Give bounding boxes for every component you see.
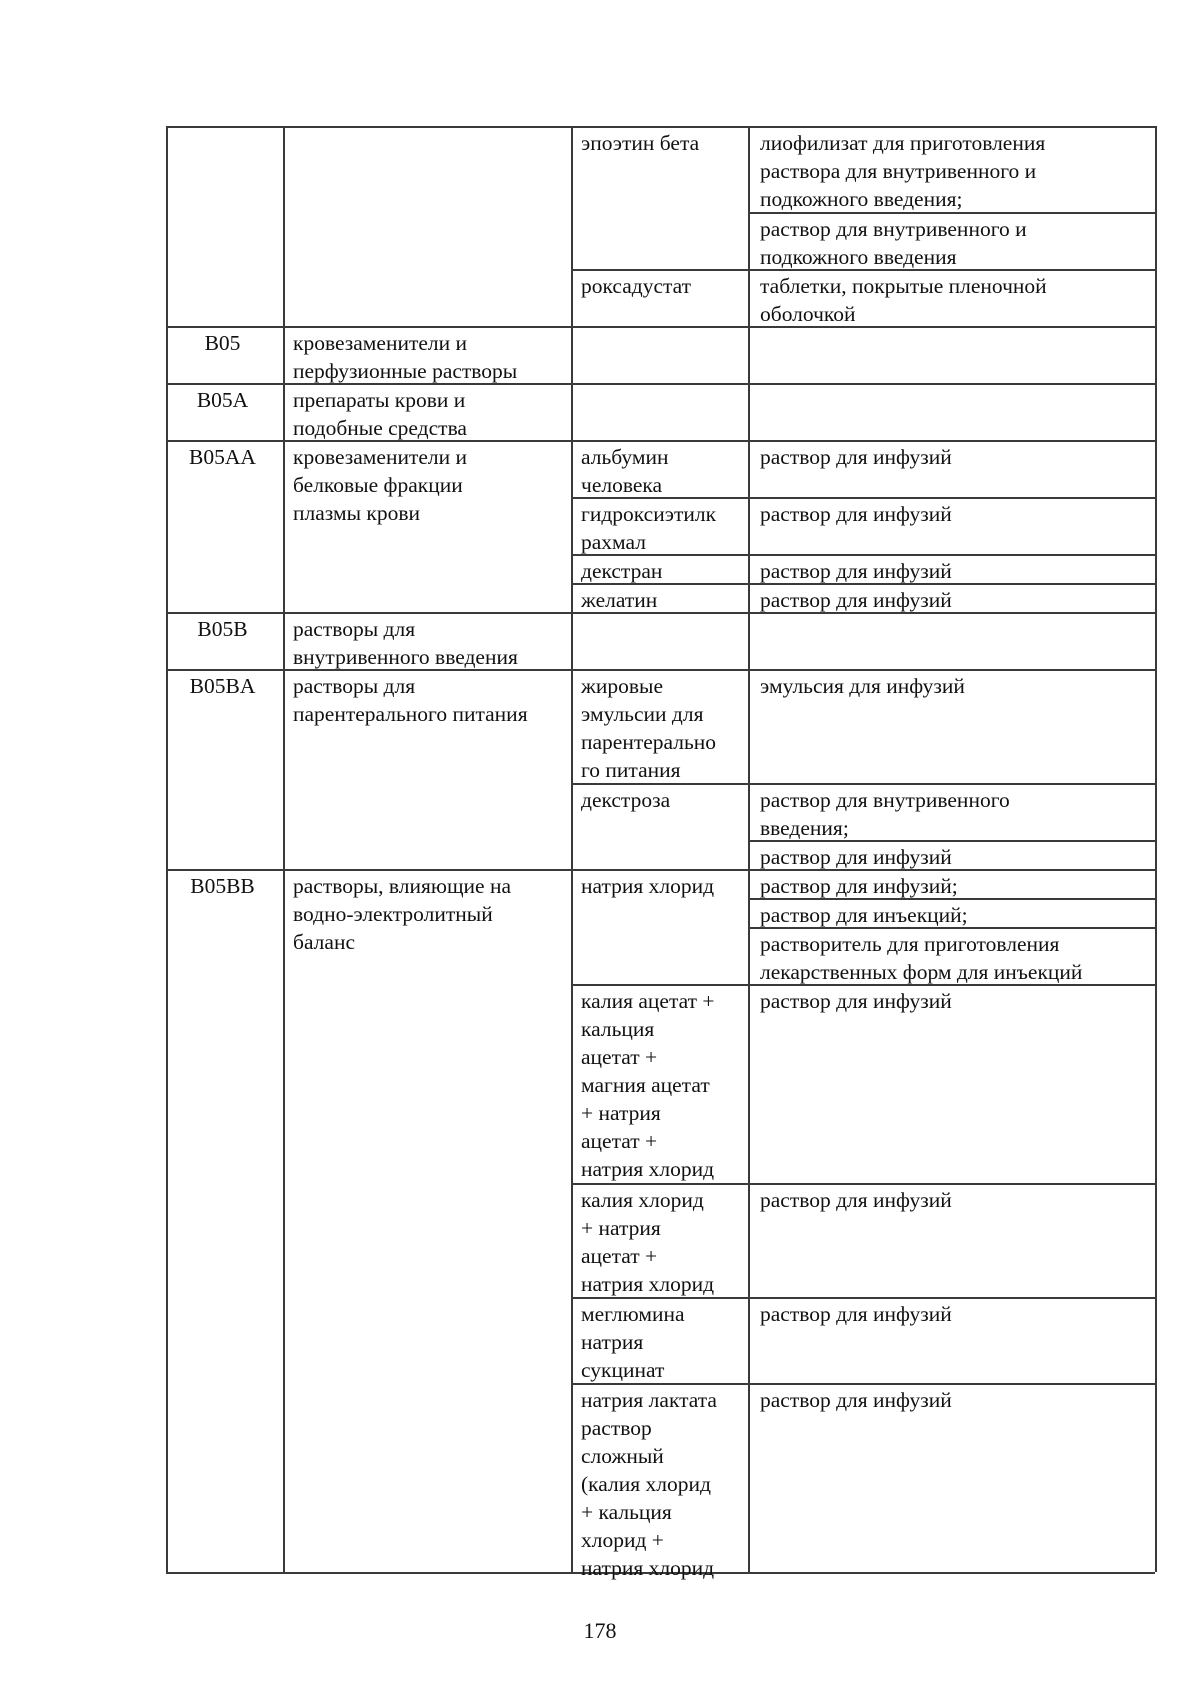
cell-name-b05ba: растворы для парентерального питания <box>293 674 528 726</box>
cell-form-epoetin-2: раствор для внутривенного и подкожного введения <box>760 217 1027 269</box>
cell-form-lactate: раствор для инфузий <box>760 1388 952 1412</box>
cell-name-b05a: препараты крови и подобные средства <box>293 388 467 440</box>
column-rule-3 <box>748 126 750 1572</box>
cell-inn-albumin: альбумин человека <box>581 445 669 497</box>
cell-name-b05aa: кровезаменители и белковые фракции плазмы крови <box>293 445 468 525</box>
cell-form-nacl-2: раствор для инъекций; <box>760 903 968 927</box>
cell-form-dextrose-1: раствор для внутривенного введения; <box>760 788 1010 840</box>
cell-form-fat-emulsions: эмульсия для инфузий <box>760 674 965 698</box>
column-rule-1 <box>283 126 285 1572</box>
cell-inn-lactate: натрия лактата раствор сложный (калия хлорид + кальция хлорид + натрия хлорид <box>581 1388 717 1580</box>
cell-inn-fat-emulsions: жировые эмульсии для парентерально го питания <box>581 674 717 782</box>
cell-name-b05bb: растворы, влияющие на водно-электролитный баланс <box>293 874 512 954</box>
cell-form-nacl-3: растворитель для приготовления лекарственных форм для инъекций <box>760 932 1083 984</box>
cell-form-nacl-1: раствор для инфузий; <box>760 874 958 898</box>
cell-form-dextrose-2: раствор для инфузий <box>760 845 952 869</box>
column-rule-4 <box>1155 126 1157 1572</box>
cell-inn-kcl-combo: калия хлорид + натрия ацетат + натрия хлорид <box>581 1188 715 1296</box>
cell-form-epoetin-1: лиофилизат для приготовления раствора для внутривенного и подкожного введения; <box>760 131 1046 211</box>
cell-form-meglumine: раствор для инфузий <box>760 1302 952 1326</box>
cell-form-roxadustat: таблетки, покрытые пленочной оболочкой <box>760 274 1047 326</box>
cell-name-b05b: растворы для внутривенного введения <box>293 617 518 669</box>
cell-form-k-acetate-combo: раствор для инфузий <box>760 989 952 1013</box>
cell-code-b05aa: B05AA <box>189 445 256 469</box>
cell-form-dextran: раствор для инфузий <box>760 559 952 583</box>
cell-code-b05b: B05B <box>197 617 248 641</box>
table-top-rule <box>166 126 1155 128</box>
cell-form-albumin: раствор для инфузий <box>760 445 952 469</box>
cell-code-b05: B05 <box>204 331 241 355</box>
cell-inn-meglumine: меглюмина натрия сукцинат <box>581 1302 685 1382</box>
cell-code-b05a: B05A <box>196 388 249 412</box>
cell-inn-nacl: натрия хлорид <box>581 874 715 898</box>
row-rule-16 <box>571 1183 1155 1185</box>
cell-inn-gelatin: желатин <box>581 588 658 612</box>
cell-inn-roxadustat: роксадустат <box>581 274 692 298</box>
cell-code-b05bb: B05BB <box>190 874 255 898</box>
page-number: 178 <box>583 1618 617 1643</box>
cell-inn-dextrose: декстроза <box>581 788 671 812</box>
cell-form-gelatin: раствор для инфузий <box>760 588 952 612</box>
cell-name-b05: кровезаменители и перфузионные растворы <box>293 331 518 383</box>
cell-form-hes: раствор для инфузий <box>760 502 952 526</box>
cell-inn-k-acetate-combo: калия ацетат + кальция ацетат + магния ацетат + натрия ацетат + натрия хлорид <box>581 989 715 1181</box>
cell-form-kcl-combo: раствор для инфузий <box>760 1188 952 1212</box>
cell-inn-dextran: декстран <box>581 559 663 583</box>
column-rule-2 <box>571 126 573 1572</box>
cell-inn-epoetin-beta: эпоэтин бета <box>581 131 700 155</box>
cell-inn-hes: гидроксиэтилк рахмал <box>581 502 717 554</box>
cell-code-b05ba: B05BA <box>189 674 256 698</box>
